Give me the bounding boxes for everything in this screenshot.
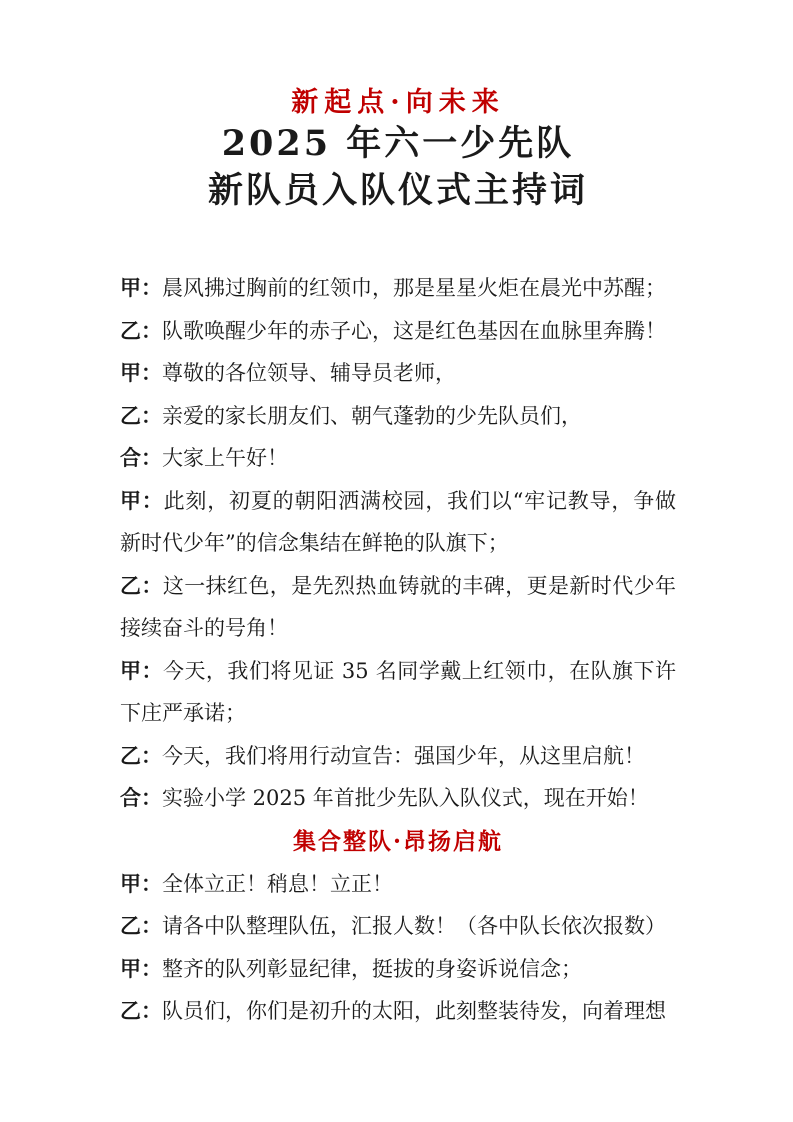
section-heading: 集合整队·昂扬启航 bbox=[292, 827, 503, 855]
dialogue-text: 大家上午好！ bbox=[162, 446, 288, 470]
speaker-label: 乙： bbox=[120, 998, 162, 1023]
dialogue-text: 此刻，初夏的朝阳洒满校园，我们以“牢记教导，争做新时代少年”的信念集结在鲜艳的队旗下； bbox=[120, 488, 677, 555]
dialogue-line bbox=[120, 650, 676, 735]
speaker-label: 甲： bbox=[120, 360, 162, 385]
dialogue-line bbox=[120, 565, 676, 650]
dialogue-text: 亲爱的家长朋友们、朝气蓬勃的少先队员们， bbox=[162, 403, 582, 428]
document-body bbox=[120, 267, 676, 1033]
dialogue-line bbox=[120, 352, 676, 395]
document-title-line-1: 2025 年六一少先队 bbox=[221, 123, 575, 164]
dialogue-text: 整齐的队列彰显纪律，挺拔的身姿诉说信念； bbox=[162, 956, 582, 981]
title-block bbox=[120, 86, 676, 214]
speaker-label: 乙： bbox=[120, 572, 163, 598]
dialogue-text: 队员们，你们是初升的太阳，此刻整装待发，向着理想 bbox=[162, 999, 666, 1023]
dialogue-text: 今天，我们将见证 35 名同学戴上红领巾，在队旗下许下庄严承诺； bbox=[120, 658, 677, 725]
dialogue-text: 队歌唤醒少年的赤子心，这是红色基因在血脉里奔腾！ bbox=[162, 318, 666, 343]
speaker-label: 甲： bbox=[120, 870, 162, 896]
dialogue-line bbox=[120, 437, 676, 480]
speaker-label: 乙： bbox=[120, 317, 162, 343]
dialogue-text: 尊敬的各位领导、辅导员老师， bbox=[162, 361, 456, 385]
speaker-label: 乙： bbox=[120, 402, 162, 428]
speaker-label: 甲： bbox=[120, 275, 162, 300]
speaker-label: 甲： bbox=[120, 487, 164, 513]
dialogue-text: 请各中队整理队伍，汇报人数！（各中队长依次报数） bbox=[162, 914, 666, 938]
dialogue-line bbox=[120, 863, 676, 906]
dialogue-text: 实验小学 2025 年首批少先队入队仪式，现在开始！ bbox=[162, 786, 649, 810]
dialogue-line bbox=[120, 735, 676, 778]
dialogue-text: 全体立正！稍息！立正！ bbox=[162, 871, 393, 896]
dialogue-line bbox=[120, 395, 676, 438]
document-title-line-2: 新队员入队仪式主持词 bbox=[207, 170, 588, 211]
dialogue-text: 晨风拂过胸前的红领巾，那是星星火炬在晨光中苏醒； bbox=[162, 276, 666, 300]
document-eyebrow-title: 新起点·向未来 bbox=[291, 87, 505, 118]
speaker-label: 合： bbox=[120, 785, 162, 810]
dialogue-line bbox=[120, 948, 676, 991]
speaker-label: 甲： bbox=[120, 657, 163, 683]
dialogue-line bbox=[120, 905, 676, 948]
dialogue-line bbox=[120, 990, 676, 1033]
dialogue-line bbox=[120, 777, 676, 820]
dialogue-line bbox=[120, 267, 676, 310]
speaker-label: 乙： bbox=[120, 913, 162, 938]
dialogue-line bbox=[120, 310, 676, 353]
dialogue-text: 这一抹红色，是先烈热血铸就的丰碑，更是新时代少年接续奋斗的号角！ bbox=[120, 573, 677, 640]
speaker-label: 合： bbox=[120, 445, 162, 470]
dialogue-text: 今天，我们将用行动宣告：强国少年，从这里启航！ bbox=[162, 743, 645, 768]
dialogue-line bbox=[120, 480, 676, 565]
speaker-label: 甲： bbox=[120, 955, 162, 981]
speaker-label: 乙： bbox=[120, 742, 162, 768]
